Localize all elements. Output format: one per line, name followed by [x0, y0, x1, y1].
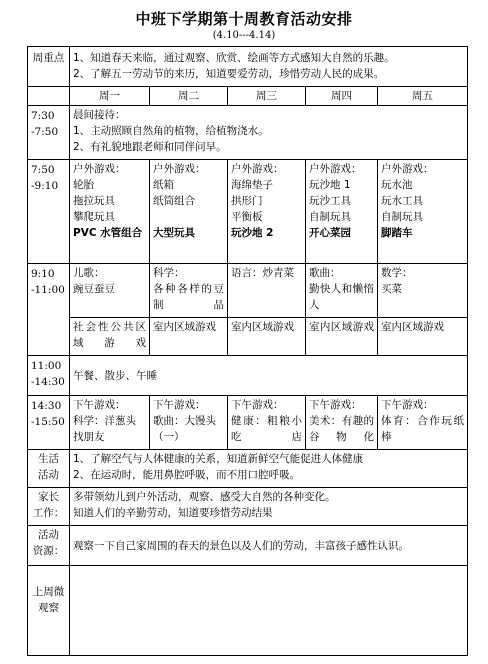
area-mon: 社会性公共区域游戏 [70, 318, 150, 356]
outdoor-cell-mon: 户外游戏： 轮胎 拖拉玩具 攀爬玩具 PVC 水管组合 [70, 160, 150, 264]
row-noon [28, 356, 468, 396]
focus-label: 周重点 [28, 47, 70, 87]
row-afternoon [28, 396, 468, 450]
review-content [70, 566, 468, 656]
area-fri: 室内区域游戏 [378, 318, 468, 356]
outdoor-cell-tue: 户外游戏： 纸箱 纸筒组合 大型玩具 [150, 160, 228, 264]
outdoor-cell-thu: 户外游戏： 玩沙地 1 玩沙工具 自制玩具 开心菜园 [306, 160, 378, 264]
outdoor-highlight: 玩沙地 2 [231, 227, 274, 239]
outdoor-highlight: 开心菜园 [309, 227, 351, 239]
day-header-fri: 周五 [378, 87, 468, 106]
resources-content: 观察一下自己家周围的春天的景色以及人们的劳动，丰富孩子感性认识。 [70, 526, 468, 566]
outdoor-cell-wed: 户外游戏： 海绵垫子 拱形门 平衡板 玩沙地 2 [228, 160, 306, 264]
day-header-mon: 周一 [70, 87, 150, 106]
review-label: 上周微 观察 [28, 566, 70, 656]
life-content: 1、了解空气与人体健康的关系，知道新鲜空气能促进人体健康 2、在运动时，能用鼻腔呼吸，而不用口腔呼吸。 [70, 450, 468, 488]
row-morning [28, 106, 468, 160]
blank-cell [28, 87, 70, 106]
lesson-fri: 数学： 买菜 [378, 264, 468, 318]
day-header-wed: 周三 [228, 87, 306, 106]
row-outdoor [28, 160, 468, 264]
row-area-games [28, 318, 468, 356]
day-header-tue: 周二 [150, 87, 228, 106]
noon-content: 午餐、散步、午睡 [70, 356, 468, 396]
morning-content: 晨间接待： 1、主动照顾自然角的植物，给植物浇水。 2、有礼貌地跟老师和同伴问早。 [70, 106, 468, 160]
area-tue: 室内区域游戏 [150, 318, 228, 356]
time-noon: 11:00 -14:30 [28, 356, 70, 396]
parents-label: 家长 工作： [28, 488, 70, 526]
schedule-table [27, 46, 468, 656]
time-afternoon: 14:30 -15:50 [28, 396, 70, 450]
afternoon-thu: 下午游戏： 美术：有趣的谷物化 [306, 396, 378, 450]
row-lessons [28, 264, 468, 318]
life-label: 生活 活动 [28, 450, 70, 488]
parents-content: 多带领幼儿到户外活动，观察、感受大自然的各种变化。 知道人们的辛勤劳动，知道要珍惜劳动结果 [70, 488, 468, 526]
afternoon-tue: 下午游戏： 歌曲：大馒头（一） [150, 396, 228, 450]
outdoor-highlight: 脚踏车 [381, 227, 413, 239]
area-wed: 室内区域游戏 [228, 318, 306, 356]
time-morning: 7:30 -7:50 [28, 106, 70, 160]
outdoor-highlight: 大型玩具 [153, 227, 195, 239]
focus-item: 1、知道春天来临，通过观察、欣赏、绘画等方式感知大自然的乐趣。 [73, 52, 395, 64]
afternoon-wed: 下午游戏： 健康：粗粮小吃店 [228, 396, 306, 450]
page-title: 中班下学期第十周教育活动安排 [135, 10, 353, 28]
afternoon-fri: 下午游戏： 体育：合作玩纸棒 [378, 396, 468, 450]
resources-label: 活动 资源： [28, 526, 70, 566]
outdoor-highlight: PVC 水管组合 [73, 227, 143, 239]
focus-content [70, 47, 468, 87]
afternoon-mon: 下午游戏： 科学：洋葱头找朋友 [70, 396, 150, 450]
lesson-thu: 歌曲： 勤快人和懒惰人 [306, 264, 378, 318]
area-thu: 室内区域游戏 [306, 318, 378, 356]
row-days-header [28, 87, 468, 106]
lesson-tue: 科学： 各种各样的豆制品 [150, 264, 228, 318]
row-parents [28, 488, 468, 526]
focus-item: 2、了解五一劳动节的来历，知道要爱劳动，珍惜劳动人民的成果。 [73, 68, 385, 80]
lesson-mon: 儿歌： 豌豆蚕豆 [70, 264, 150, 318]
row-weekly-focus [28, 47, 468, 87]
outdoor-cell-fri: 户外游戏： 玩水池 玩水工具 自制玩具 脚踏车 [378, 160, 468, 264]
time-outdoor: 7:50 -9:10 [28, 160, 70, 264]
time-study: 9:10 -11:00 [28, 264, 70, 356]
lesson-wed: 语言：炒青菜 [228, 264, 306, 318]
date-range: (4.10---4.14) [212, 30, 276, 41]
day-header-thu: 周四 [306, 87, 378, 106]
row-resources [28, 526, 468, 566]
row-life [28, 450, 468, 488]
row-review [28, 566, 468, 656]
